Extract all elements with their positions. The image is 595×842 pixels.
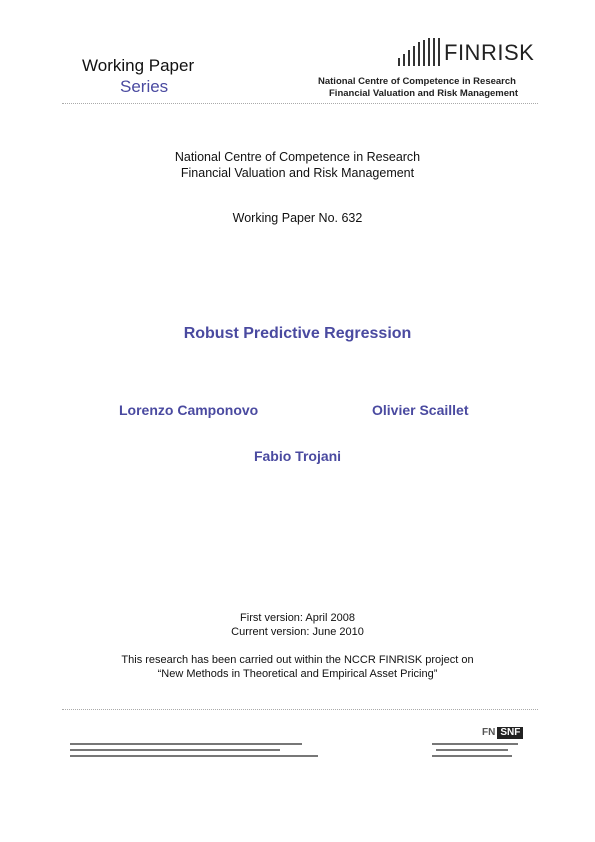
footer-fine-print-left <box>70 741 320 761</box>
finrisk-logo-bars-icon <box>398 38 442 66</box>
series-subtitle: Series <box>120 77 169 96</box>
current-version: Current version: June 2010 <box>231 626 364 638</box>
fns-logo-left: FN <box>482 727 496 738</box>
author-scaillet: Olivier Scaillet <box>372 402 469 418</box>
finrisk-logo-text: FINRISK <box>444 40 535 65</box>
research-note-line1: This research has been carried out within the NCCR FINRISK project on <box>121 654 474 666</box>
working-paper-number: Working Paper No. 632 <box>232 211 363 225</box>
org-line2: Financial Valuation and Risk Management <box>180 166 415 180</box>
author-camponovo: Lorenzo Camponovo <box>119 402 259 418</box>
header-divider <box>62 103 538 104</box>
footer-fine-print-right <box>432 741 522 761</box>
series-title: Working Paper <box>82 56 195 75</box>
first-version: First version: April 2008 <box>240 612 355 624</box>
paper-title: Robust Predictive Regression <box>183 325 412 342</box>
research-note-line2: “New Methods in Theoretical and Empirical Asset Pricing” <box>157 668 438 680</box>
logo-tagline-line2: Financial Valuation and Risk Management <box>329 88 518 99</box>
logo-tagline-line1: National Centre of Competence in Research <box>318 76 516 87</box>
footer-divider <box>62 709 538 710</box>
fns-snf-logo <box>480 727 523 739</box>
fns-logo-right: SNF <box>497 727 523 739</box>
org-line1: National Centre of Competence in Research <box>174 150 421 164</box>
author-trojani: Fabio Trojani <box>253 448 342 464</box>
